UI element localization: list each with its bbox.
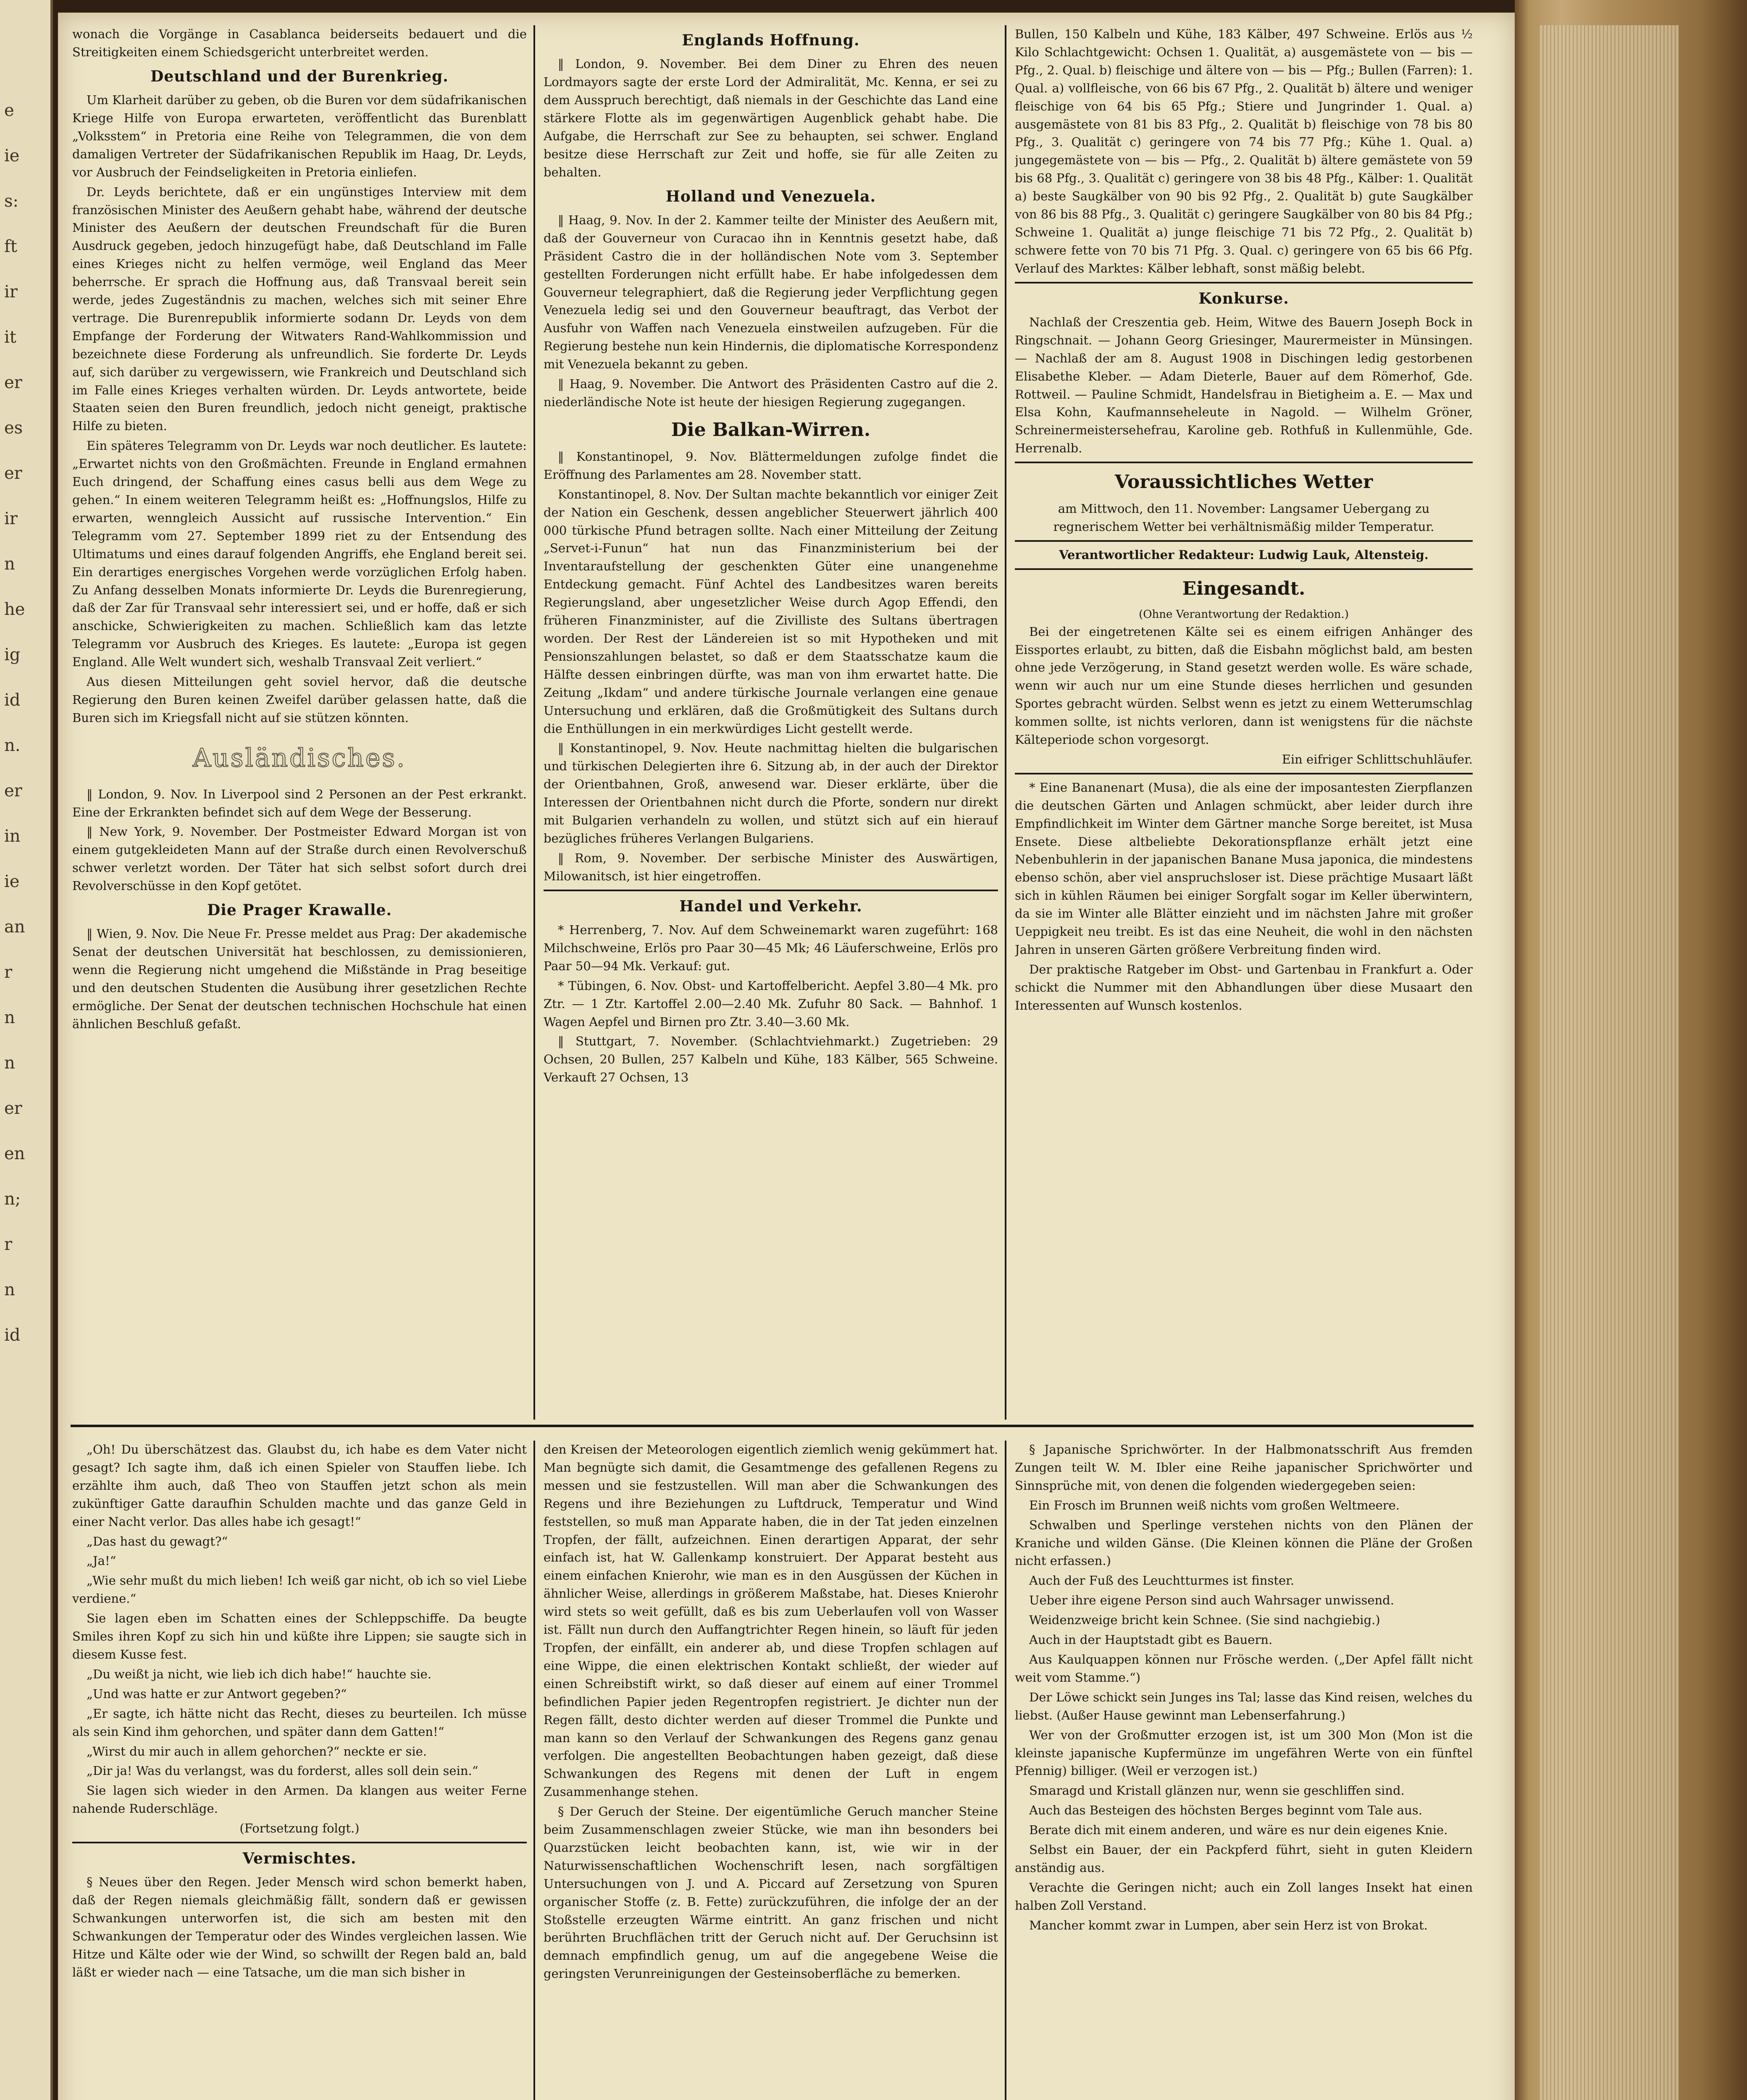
edge-fragment: es (4, 418, 23, 438)
section-heading: Englands Hoffnung. (682, 32, 860, 49)
paragraph: wonach die Vorgänge in Casablanca beiderseits bedauert und die Streitigkeiten einem Schiedsgericht unterbreitet werden. (72, 27, 527, 59)
paragraph: § Der Geruch der Steine. Der eigentümliche Geruch mancher Steine beim Zusammenschlagen zweier Stücke, wie man ihn besonders bei Quarzstücken leicht beobachten kann, ist, wie wir in der Naturwissenschaftlichen Wochenschrift lesen, nach sorgfältigen Untersuchungen von J. und A. Piccard auf Zersetzung von Spuren organischer Stoffe (z. B. Fette) zurückzuführen, die infolge der an der Stoßstelle erzeugten Wärme eintritt. An ganz frischen und nicht berührten Bruchflächen tritt der Geruch nicht auf. Der Geruchsinn ist demnach empfindlich genug, um auf die angegebene Weise die geringsten Verunreinigungen der Gesteinsoberfläche zu bemerken. (544, 1804, 998, 1981)
column-4 (72, 1441, 527, 2100)
edge-fragment: ie (4, 146, 20, 165)
paragraph: Aus Kaulquappen können nur Frösche werden. („Der Apfel fällt nicht weit vom Stamme.“) (1015, 1652, 1473, 1685)
edge-fragment: e (4, 101, 14, 120)
paragraph: Bullen, 150 Kalbeln und Kühe, 183 Kälber, 497 Schweine. Erlös aus ½ Kilo Schlachtgewicht: Ochsen 1. Qualität, a) ausgemästete von — bis — Pfg., 2. Qual. b) fleischige und ältere von — bis — Pfg.; Bullen (Farren): 1. Qual. a) vollfleische, von 66 bis 67 Pfg., 2. Qualität b) ältere und weniger fleischige von 64 bis 65 Pfg.; Stiere und Jungrinder 1. Qual. a) ausgemästete von 81 bis 83 Pfg., 2. Qualität b) fleischige von 78 bis 80 Pfg., 3. Qualität c) geringere von 74 bis 77 Pfg.; Kühe 1. Qual. a) jungegemästete von — bis — Pfg., 2. Qualität b) ältere gemästete von 59 bis 68 Pfg., 3. Qualität c) geringere von 38 bis 48 Pfg., Kälber: 1. Qualität a) beste Saugkälber von 90 bis 92 Pfg., 2. Qualität b) gute Saugkälber von 86 bis 88 Pfg., 3. Qualität c) geringere Saugkälber von 80 bis 84 Pfg.; Schweine 1. Qualität a) junge fleischige 71 bis 72 Pfg., 2. Qualität b) schwere fette von 70 bis 71 Pfg. 3. Qual. c) geringere von 65 bis 66 Pfg. Verlauf des Marktes: Kälber lebhaft, sonst mäßig belebt. (1015, 27, 1473, 276)
paragraph: ‖ New York, 9. November. Der Postmeister Edward Morgan ist von einem gutgekleideten Mann auf der Straße durch einen Revolverschuß schwer verletzt worden. Der Täter hat sich selbst sofort durch drei Revolverschüsse in den Kopf getötet. (72, 824, 527, 893)
paragraph: Aus diesen Mitteilungen geht soviel hervor, daß die deutsche Regierung den Buren keinen Zweifel darüber gelassen hatte, daß die Buren sich im Kriegsfall nicht auf sie stützen könnten. (72, 675, 527, 725)
edge-fragment: ir (4, 509, 18, 528)
paragraph: ‖ Rom, 9. November. Der serbische Minister des Auswärtigen, Milowanitsch, ist hier eingetroffen. (544, 850, 998, 883)
paragraph: ‖ Wien, 9. Nov. Die Neue Fr. Presse meldet aus Prag: Der akademische Senat der deutschen Universität hat beschlossen, zu demissionieren, wenn die Regierung nicht umgehend die Mißstände in Prag beseitige und den deutschen Studenten die Ausübung ihrer gesetzlichen Rechte ermögliche. Der Senat der deutschen technischen Hochschule hat einen ähnlichen Beschluß gefaßt. (72, 927, 527, 1031)
paragraph: § Japanische Sprichwörter. In der Halbmonatsschrift Aus fremden Zungen teilt W. M. Ibler eine Reihe japanischer Sprichwörter und Sinnsprüche mit, von denen die folgenden wiedergegeben seien: (1015, 1442, 1473, 1493)
centered-text: am Mittwoch, den 11. November: Langsamer Uebergang zu regnerischem Wetter bei verhältnismäßig milder Temperatur. (1053, 501, 1434, 534)
divider (1015, 282, 1473, 284)
column-6 (1015, 1441, 1473, 2100)
section-heading: Die Balkan-Wirren. (671, 419, 871, 441)
paragraph: Dr. Leyds berichtete, daß er ein ungünstiges Interview mit dem französischen Minister des Aeußern gehabt habe, während der deutsche Minister des Aeußern der deutschen Freundschaft für die Buren Ausdruck gegeben, jedoch hinzugefügt habe, daß Deutschland im Falle eines Krieges nicht zu helfen vermöge, weil England das Meer beherrsche. Er sprach die Hoffnung aus, daß Transvaal bereit sein werde, jedes Zugeständnis zu machen, welches sich mit seiner Ehre vertrage. Die Burenrepublik informierte sodann Dr. Leyds von dem Empfange der Forderung der Witwaters Rand-Wahlkommission und bezeichnete diese Forderung als unfreundlich. Sie forderte Dr. Leyds auf, sich darüber zu vergewissern, wie Frankreich und Deutschland sich im Falle eines Krieges verhalten würden. Dr. Leyds antwortete, beide Staaten seien den Buren freundlich, jedoch nicht geneigt, praktische Hilfe zu bieten. (72, 184, 527, 433)
paragraph: „Dir ja! Was du verlangst, was du forderst, alles soll dein sein.“ (87, 1764, 478, 1778)
section-heading: Eingesandt. (1182, 578, 1306, 600)
column-rule (533, 25, 535, 1420)
signature-text: Ein eifriger Schlittschuhläufer. (1282, 752, 1473, 766)
section-heading: Handel und Verkehr. (679, 897, 862, 915)
paragraph: ‖ Konstantinopel, 9. Nov. Blättermeldungen zufolge findet die Eröffnung des Parlamentes am 28. November statt. (544, 449, 998, 482)
paragraph: Auch der Fuß des Leuchtturmes ist finster. (1029, 1573, 1295, 1588)
edge-fragment: n (4, 1053, 15, 1073)
column-rule (1005, 1441, 1006, 2100)
paragraph: Auch das Besteigen des höchsten Berges beginnt vom Tale aus. (1029, 1803, 1422, 1818)
edge-fragment: n. (4, 736, 21, 755)
section-heading: Deutschland und der Burenkrieg. (150, 67, 449, 85)
book-binding (1515, 0, 1747, 2100)
column-rule (533, 1441, 535, 2100)
paragraph: ‖ London, 9. Nov. In Liverpool sind 2 Personen an der Pest erkrankt. Eine der Erkrankten befindet sich auf dem Wege der Besserung. (72, 787, 527, 819)
paragraph: „Oh! Du überschätzest das. Glaubst du, ich habe es dem Vater nicht gesagt? Ich sagte ihm, daß ich einen Spieler von Stauffen liebe. Ich erzählte ihm auch, daß Theo von Stauffen jetzt schon als mein zukünftiger Gatte daraufhin Schulden machte und das ganze Geld in einer Nacht verlor. Das alles habe ich gesagt!“ (72, 1442, 527, 1529)
edge-fragment: er (4, 464, 22, 483)
paragraph: Ueber ihre eigene Person sind auch Wahrsager unwissend. (1029, 1593, 1394, 1608)
section-heading: Konkurse. (1198, 289, 1289, 307)
paragraph: Ein späteres Telegramm von Dr. Leyds war noch deutlicher. Es lautete: „Erwartet nichts von den Großmächten. Freunde in England ermahnen Euch dringend, der Schaffung eines casus belli aus dem Wege zu gehen.“ In einem weiteren Telegramm heißt es: „Hoffnungslos, Hilfe zu erwarten, wenngleich Aussicht auf russische Intervention.“ Ein Telegramm vom 27. September 1899 riet zu der Entsendung des Ultimatums und eines darauf folgenden Angriffs, ehe England bereit sei. Ein derartiges energisches Vorgehen werde vorzüglichen Erfolg haben. Zu Anfang desselben Monats informierte Dr. Leyds die Burenregierung, daß der Zar für Transvaal sehr interessiert sei, und er hoffe, daß er sich anschicke, Schwierigkeiten zu machen. Schließlich kam das letzte Telegramm vor Ausbruch des Krieges. Es lautete: „Europa ist gegen England. Alle Welt wundert sich, weshalb Transvaal Zeit verliert.“ (72, 438, 527, 669)
paragraph: Um Klarheit darüber zu geben, ob die Buren vor dem südafrikanischen Kriege Hilfe von Europa erwarteten, veröffentlicht das Burenblatt „Volksstem“ in Pretoria eine Reihe von Telegrammen, die von dem damaligen Vertreter der Südafrikanischen Republik im Haag, Dr. Leyds, vor Ausbruch der Feindseligkeiten in Pretoria einliefen. (72, 93, 527, 179)
section-heading: Die Prager Krawalle. (207, 901, 392, 919)
paragraph: Sie lagen eben im Schatten eines der Schleppschiffe. Da beugte Smiles ihren Kopf zu sich hin und küßte ihre Lippen; sie saugte sich in diesem Kusse fest. (72, 1611, 527, 1662)
divider (544, 890, 998, 891)
edge-fragment: id (4, 1326, 21, 1345)
column-rule (1005, 25, 1006, 1420)
paragraph: Der praktische Ratgeber im Obst- und Gartenbau in Frankfurt a. Oder schickt die Nummer mit den Abhandlungen über diese Musaart den Interessenten auf Wunsch kostenlos. (1015, 962, 1473, 1013)
paragraph: „Wirst du mir auch in allem gehorchen?“ neckte er sie. (87, 1744, 427, 1759)
edge-fragment: er (4, 373, 22, 392)
section-heading: Voraussichtliches Wetter (1114, 471, 1373, 493)
section-heading: Holland und Venezuela. (665, 187, 876, 205)
column-2 (544, 25, 998, 1420)
edge-fragment: r (4, 963, 13, 982)
divider (1015, 568, 1473, 570)
edge-fragment: r (4, 1235, 13, 1254)
paragraph: Weidenzweige bricht kein Schnee. (Sie sind nachgiebig.) (1029, 1613, 1380, 1628)
paragraph: „Du weißt ja nicht, wie lieb ich dich habe!“ hauchte sie. (87, 1667, 432, 1681)
edge-fragment: ig (4, 645, 21, 664)
edge-fragment: er (4, 781, 22, 801)
paragraph: Smaragd und Kristall glänzen nur, wenn sie geschliffen sind. (1029, 1783, 1405, 1798)
top-section (58, 25, 1515, 1420)
adjacent-page-edge (0, 0, 53, 2100)
edge-fragment: in (4, 827, 21, 846)
paragraph: „Ja!“ (87, 1554, 116, 1568)
edge-fragment: n (4, 1280, 15, 1299)
paragraph: ‖ London, 9. November. Bei dem Diner zu Ehren des neuen Lordmayors sagte der erste Lord der Admiralität, Mc. Kenna, er sei zu dem Ausspruch berechtigt, daß niemals in der Geschichte das Land eine stärkere Flotte als im gegenwärtigen Augenblick gehabt habe. Die Aufgabe, die Herrschaft zur See zu behaupten, sei schwer. England besitze diese Herrschaft zur Zeit und hoffe, sie für alle Zeiten zu behalten. (544, 57, 998, 179)
paragraph: Schwalben und Sperlinge verstehen nichts von den Plänen der Kraniche und wilden Gänse. (Die Kleinen können die Pläne der Großen nicht erfassen.) (1015, 1517, 1473, 1568)
paragraph: Konstantinopel, 8. Nov. Der Sultan machte bekanntlich vor einiger Zeit der Nation ein Geschenk, dessen angeblicher Steuerwert jährlich 400 000 türkische Pfund betragen sollte. Nach einer Mitteilung der Zeitung „Servet-i-Funun“ hat nun das Finanzministerium bei der Inventaraufstellung der geschenkten Güter eine unangenehme Entdeckung gemacht. Fünf Achtel des Landbesitzes waren bereits Regierungsland, aber ungesetzlicher Weise durch Agop Effendi, den früheren Finanzminister, auf die Zivilliste des Sultans übertragen worden. Der Rest der Ländereien ist so mit Hypotheken und mit Pensionszahlungen belastet, so daß er dem Staatsschatze kaum die Hälfte dessen einbringen dürfte, was man von ihm erwartet hatte. Die Zeitung „Ikdam“ und andere türkische Journale verlangen eine genaue Untersuchung und erklären, daß die Großmütigkeit des Sultans durch die Enthüllungen in ein merkwürdiges Licht gestellt werde. (544, 487, 998, 736)
edge-fragment: ir (4, 282, 18, 302)
section-heading: Vermischtes. (242, 1850, 357, 1868)
paragraph: Ein Frosch im Brunnen weiß nichts vom großen Weltmeere. (1029, 1498, 1400, 1512)
paragraph: den Kreisen der Meteorologen eigentlich ziemlich wenig gekümmert hat. Man begnügte sich damit, die Gesamtmenge des gefallenen Regens zu messen und sie festzustellen. Will man aber die Schwankungen des Regens und ihre Beziehungen zu Luftdruck, Temperatur und Wind feststellen, so muß man Apparate haben, die in der Tat jeden einzelnen Tropfen, der fällt, aufzeichnen. Einen derartigen Apparat, der sehr einfach ist, hat W. Gallenkamp konstruiert. Der Apparat besteht aus einem einfachen Knierohr, wie man es in den Ausgüssen der Küchen in ähnlicher Weise, allerdings in größerem Maßstabe, hat. Dieses Knierohr wird stets so weit gefüllt, daß es bis zum Ueberlaufen voll von Wasser ist. Fällt nun durch den Auffangtrichter Regen hinein, so läuft für jeden Tropfen, der einfällt, ein anderer ab, und diese Tropfen schlagen auf eine Wippe, die einen elektrischen Kontakt schließt, der wieder auf einen Schreibstift wirkt, so daß dieser auf einem auf einer Trommel befindlichen Papier jeden Regentropfen registriert. Je dichter nun der Regen fällt, desto dichter werden auf dieser Trommel die Punkte und man kann so den Verlauf der Schwankungen des Regens ganz genau verfolgen. Die angestellten Beobachtungen haben gezeigt, daß diese Schwankungen des Regens mit denen der Luft in engem Zusammenhange stehen. (544, 1442, 998, 1799)
paragraph: Wer von der Großmutter erzogen ist, ist um 300 Mon (Mon ist die kleinste japanische Kupfermünze im ungefähren Werte von ein fünftel Pfennig) billiger. (Weil er verzogen ist.) (1015, 1727, 1473, 1778)
edge-fragment: s: (4, 192, 19, 211)
edge-fragment: n (4, 1008, 15, 1027)
paragraph: Auch in der Hauptstadt gibt es Bauern. (1029, 1633, 1273, 1647)
feuilleton-section (58, 1441, 1515, 2100)
paragraph: ‖ Stuttgart, 7. November. (Schlachtviehmarkt.) Zugetrieben: 29 Ochsen, 20 Bullen, 257 Kalbeln und Kühe, 183 Kälber, 565 Schweine. Verkauft 27 Ochsen, 13 (544, 1034, 998, 1085)
edge-fragment: it (4, 328, 16, 347)
paragraph: Bei der eingetretenen Kälte sei es einem eifrigen Anhänger des Eissportes erlaubt, zu bitten, daß die Eisbahn möglichst bald, am besten ohne jede Verzögerung, in Stand gesetzt werden wolle. Es wäre schade, wenn wir auch nur um eine Stunde dieses herrlichen und gesunden Sportes gebracht würden. Selbst wenn es jetzt zu einem Wetterumschlag kommen sollte, ist nichts verloren, dann ist wenigstens für die nächste Kälteperiode schon vorgesorgt. (1015, 624, 1473, 747)
paragraph: ‖ Haag, 9. Nov. In der 2. Kammer teilte der Minister des Aeußern mit, daß der Gouverneur von Curacao ihn in Kenntnis gesetzt habe, daß Präsident Castro die in der holländischen Note vom 3. September gestellten Forderungen nicht erfüllt habe. Er habe infolgedessen dem Gouverneur telegraphiert, daß die Regierung jeder Verpflichtung gegen Venezuela ledig sei und den Gouverneur beauftragt, das Verbot der Ausfuhr von Waffen nach Venezuela einstweilen aufzugeben. Für die Regierung bestehe nun kein Hindernis, die diplomatische Korrespondenz mit Venezuela bekannt zu geben. (544, 213, 998, 372)
paragraph: „Er sagte, ich hätte nicht das Recht, dieses zu beurteilen. Ich müsse als sein Kind ihm gehorchen, und später dann dem Gatten!“ (72, 1706, 527, 1739)
edge-fragment: an (4, 917, 25, 937)
paragraph: Selbst ein Bauer, der ein Packpferd führt, sieht in guten Kleidern anständig aus. (1015, 1843, 1473, 1875)
edge-fragment: n; (4, 1189, 21, 1209)
editor-line: Verantwortlicher Redakteur: Ludwig Lauk, Altensteig. (1059, 548, 1429, 562)
edge-fragment: ie (4, 872, 20, 891)
paragraph: Sie lagen sich wieder in den Armen. Da klangen aus weiter Ferne nahende Ruderschläge. (72, 1783, 527, 1816)
paragraph: Nachlaß der Creszentia geb. Heim, Witwe des Bauern Joseph Bock in Ringschnait. — Johann Georg Griesinger, Maurermeister in Münsingen. — Nachlaß der am 8. August 1908 in Dischingen ledig gestorbenen Elisabethe Kleber. — Adam Dieterle, Bauer auf dem Römerhof, Gde. Rottweil. — Pauline Schmidt, Handelsfrau in Bietigheim a. E. — Max und Elsa Kohn, Kaufmannseheleute in Nagold. — Wilhelm Gröner, Schreinermeistersehefrau, Karoline geb. Rothfuß in Kullenmühle, Gde. Herrenalb. (1015, 315, 1473, 456)
divider (72, 1842, 527, 1843)
column-1 (72, 25, 527, 1420)
column-3 (1015, 25, 1473, 1420)
paragraph: „Wie sehr mußt du mich lieben! Ich weiß gar nicht, ob ich so viel Liebe verdiene.“ (72, 1573, 527, 1606)
divider (1015, 462, 1473, 463)
centered-text: (Fortsetzung folgt.) (239, 1821, 360, 1836)
column-5 (544, 1441, 998, 2100)
edge-fragment: he (4, 600, 25, 619)
paragraph: * Tübingen, 6. Nov. Obst- und Kartoffelbericht. Aepfel 3.80—4 Mk. pro Ztr. — 1 Ztr. Kartoffel 2.00—2.40 Mk. Zufuhr 80 Sack. — Bahnhof. 1 Wagen Aepfel und Birnen pro Ztr. 3.40—3.60 Mk. (544, 978, 998, 1029)
paragraph: ‖ Haag, 9. November. Die Antwort des Präsidenten Castro auf die 2. niederländische Note ist heute der hiesigen Regierung zugegangen. (544, 377, 998, 409)
edge-fragment: ft (4, 237, 17, 256)
divider (1015, 540, 1473, 542)
paragraph: * Herrenberg, 7. Nov. Auf dem Schweinemarkt waren zugeführt: 168 Milchschweine, Erlös pro Paar 30—45 Mk; 46 Läuferschweine, Erlös pro Paar 50—94 Mk. Verkauf: gut. (544, 922, 998, 973)
paragraph: § Neues über den Regen. Jeder Mensch wird schon bemerkt haben, daß der Regen niemals gleichmäßig fällt, sondern daß er gewissen Schwankungen unterworfen ist, die sich am besten mit den Schwankungen der Temperatur oder des Windes vergleichen lassen. Wie Hitze und Kälte oder wie der Wind, so schwillt der Regen bald an, bald läßt er wieder nach — eine Tatsache, um die man sich bisher in (72, 1875, 527, 1979)
paragraph: ‖ Konstantinopel, 9. Nov. Heute nachmittag hielten die bulgarischen und türkischen Delegierten ihre 6. Sitzung ab, in der auch der Direktor der Orientbahnen, Groß, anwesend war. Dieser erklärte, über die Interessen der Orientbahnen nicht durch die Pforte, sondern nur direkt mit Bulgarien verhandeln zu wollen, und stützt sich auf ein hierauf bezügliches früheres Verlangen Bulgariens. (544, 741, 998, 845)
divider (1015, 773, 1473, 774)
paragraph: Mancher kommt zwar in Lumpen, aber sein Herz ist von Brokat. (1029, 1918, 1428, 1932)
paragraph: Der Löwe schickt sein Junges ins Tal; lasse das Kind reisen, welches du liebst. (Außer Hause gewinnt man Lebenserfahrung.) (1015, 1690, 1473, 1722)
edge-fragment: n (4, 554, 15, 574)
note-text: (Ohne Verantwortung der Redaktion.) (1139, 608, 1349, 621)
paragraph: * Eine Bananenart (Musa), die als eine der imposantesten Zierpflanzen die deutschen Gärten und Anlagen schmückt, aber leider durch ihre Empfindlichkeit im Winter dem Gärtner manche Sorge bereitet, ist Musa Ensete. Diese altbeliebte Dekorationspflanze erhält jetzt eine Nebenbuhlerin in der japanischen Banane Musa japonica, die mindestens ebenso schön, aber viel anspruchsloser ist. Diese prächtige Musaart läßt sich in kühlen Räumen bei einiger Sorgfalt sogar im Keller überwintern, da sie im Winter alle Blätter einzieht und im nächsten Jahre mit großer Ueppigkeit neu treibt. Es ist das eine Neuheit, die wohl in den nächsten Jahren in unseren Gärten größere Verbreitung finden wird. (1015, 780, 1473, 957)
newspaper-page (58, 13, 1515, 2100)
page-stack (1540, 25, 1679, 2100)
paragraph: „Das hast du gewagt?“ (87, 1534, 228, 1549)
edge-fragment: er (4, 1099, 22, 1118)
paragraph: Verachte die Geringen nicht; auch ein Zoll langes Insekt hat einen halben Zoll Verstand. (1015, 1880, 1473, 1913)
edge-fragment: en (4, 1144, 25, 1163)
section-rule (71, 1425, 1474, 1427)
paragraph: Berate dich mit einem anderen, und wäre es nur dein eigenes Knie. (1029, 1823, 1448, 1838)
edge-fragment: id (4, 690, 21, 710)
section-heading: Ausländisches. (192, 743, 407, 773)
paragraph: „Und was hatte er zur Antwort gegeben?“ (87, 1686, 347, 1701)
